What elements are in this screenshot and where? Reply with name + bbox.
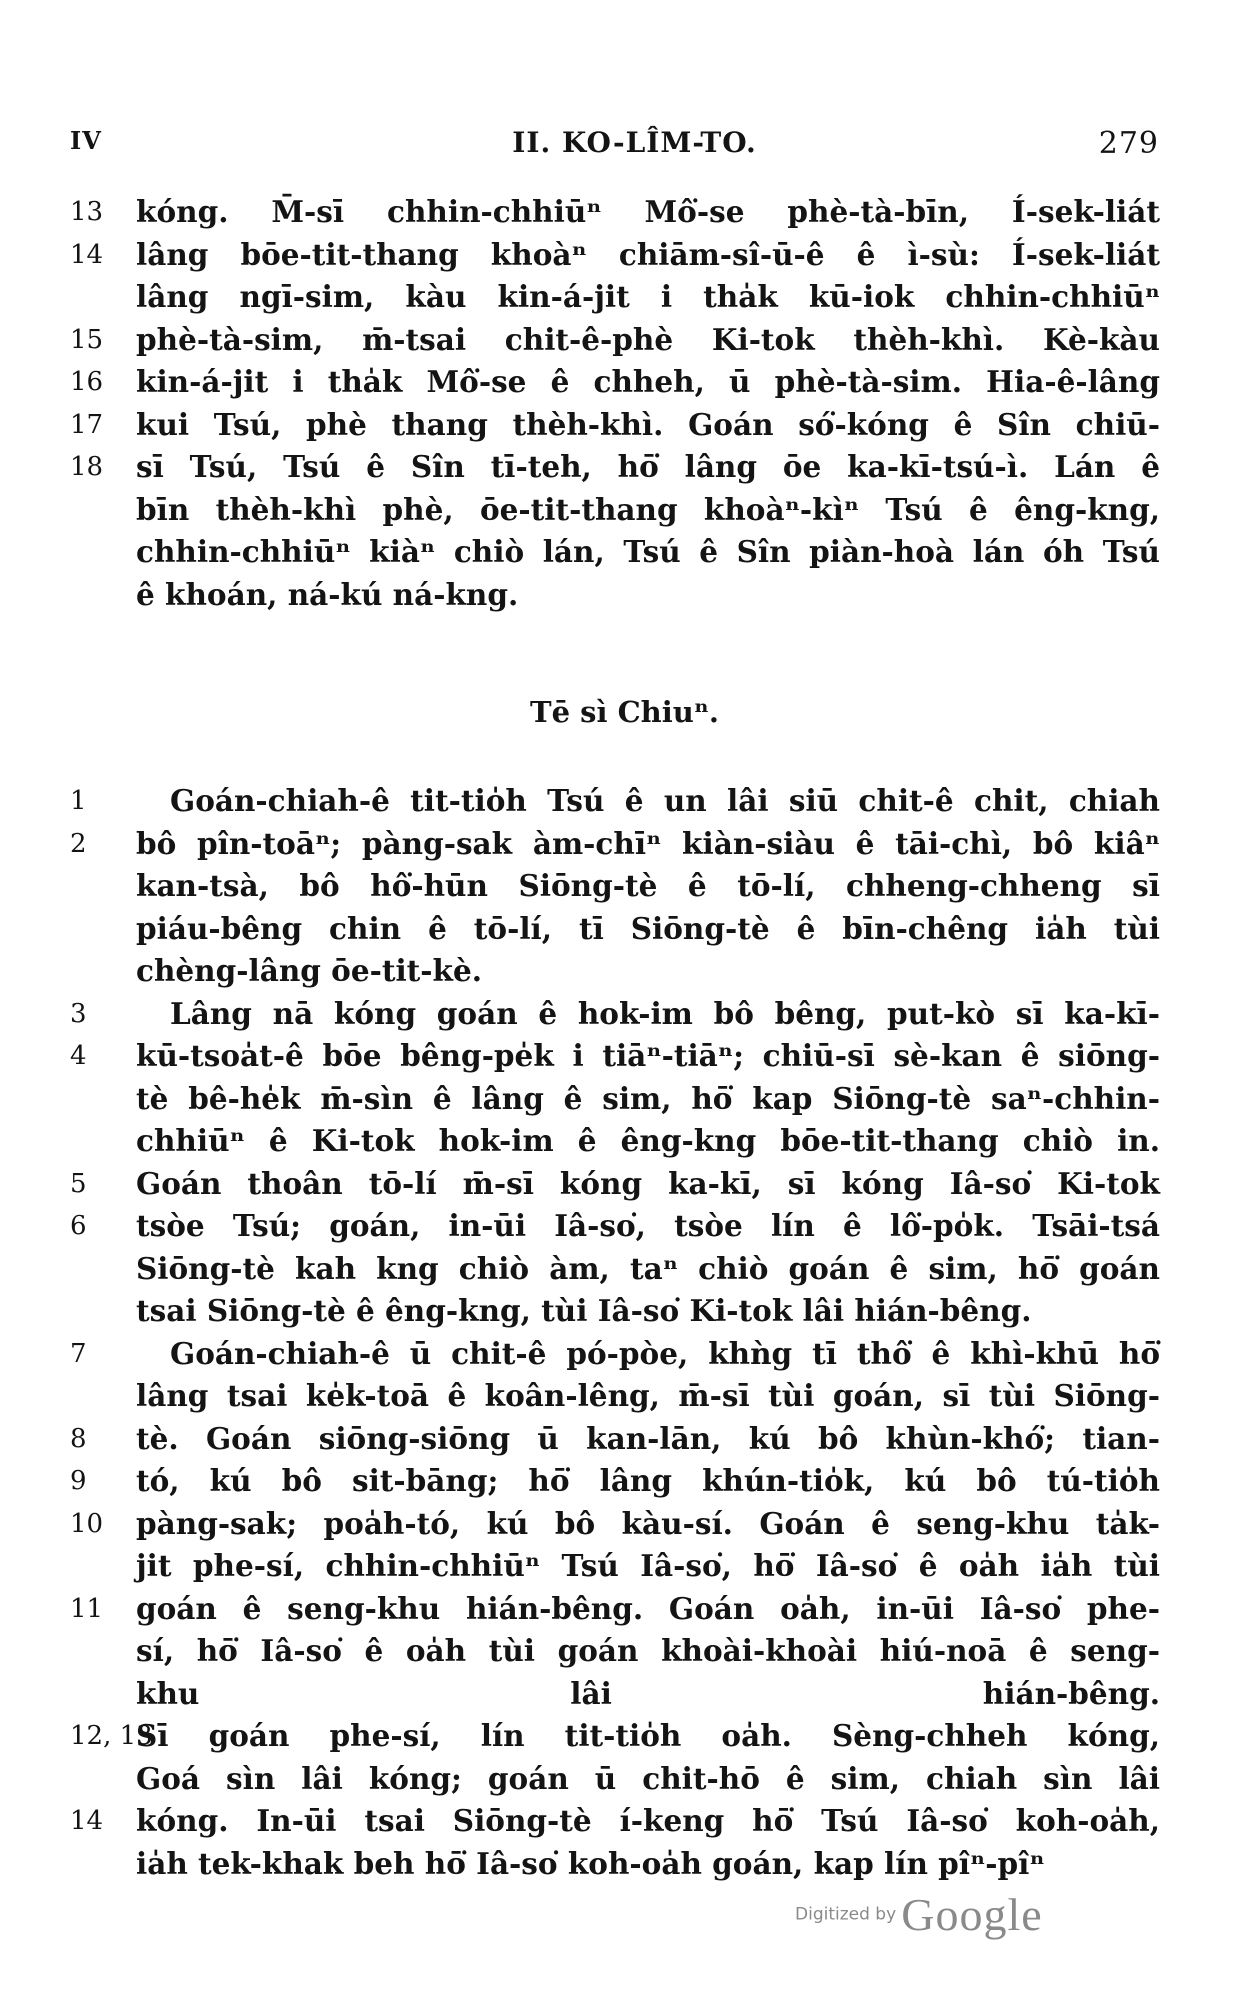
text-block-chapter-4	[70, 780, 1160, 1885]
text-line	[70, 1290, 1160, 1333]
line-text: kóng. M̄-sī chhin-chhiūⁿ Mô͘-se phè-tà-bīn, Í-sek-liát	[136, 194, 1160, 229]
line-text: Siōng-tè kah kng chiò àm, taⁿ chiò goán ê sim, hō͘ goán	[136, 1250, 1160, 1286]
text-line	[70, 780, 1160, 823]
chapter-heading: Tē sì Chiuⁿ.	[530, 695, 719, 729]
header-book-title: II. KO-LÎM-TO.	[512, 126, 757, 159]
verse-number: 6	[70, 1211, 87, 1241]
text-line	[70, 908, 1160, 951]
text-line	[70, 1163, 1160, 1206]
line-text: tsai Siōng-tè ê êng-kng, tùi Iâ-so͘ Ki-tok lâi hián-bêng.	[136, 1293, 1032, 1328]
line-text: sī Tsú, Tsú ê Sîn tī-teh, hō͘ lâng ōe ka-kī-tsú-ì. Lán ê	[136, 449, 1160, 484]
text-line	[70, 865, 1160, 908]
text-line	[70, 234, 1160, 277]
verse-number: 16	[70, 367, 104, 397]
line-text: Lâng nā kóng goán ê hok-im bô bêng, put-kò sī ka-kī-	[170, 995, 1160, 1031]
text-line	[70, 1375, 1160, 1418]
text-line	[70, 361, 1160, 404]
line-text: bīn thèh-khì phè, ōe-tit-thang khoàⁿ-kìⁿ Tsú ê êng-kng,	[136, 491, 1160, 527]
line-text: pàng-sak; poa̍h-tó, kú bô kàu-sí. Goán ê seng-khu ta̍k-	[136, 1505, 1160, 1541]
verse-number: 15	[70, 324, 104, 355]
verse-number: 12, 13	[70, 1721, 153, 1751]
text-line	[70, 276, 1160, 319]
verse-number: 13	[70, 197, 104, 227]
line-text: Goán-chiah-ê ū chit-ê pó-pòe, khǹg tī thô͘ ê khì-khū hō͘	[170, 1335, 1160, 1371]
line-text: Goán-chiah-ê tit-tio̍h Tsú ê un lâi siū chit-ê chit, chiah	[170, 783, 1160, 818]
text-line	[70, 489, 1160, 532]
verse-number: 5	[70, 1168, 87, 1199]
running-header	[70, 126, 1159, 166]
line-text: khu lâi hián-bêng.	[136, 1675, 1160, 1711]
line-text: kóng. In-ūi tsai Siōng-tè í-keng hō͘ Tsú Iâ-so͘ koh-oa̍h,	[136, 1803, 1160, 1838]
text-line	[70, 1503, 1160, 1546]
text-line	[70, 1758, 1160, 1801]
line-text: lâng ngī-sim, kàu kin-á-jit i tha̍k kū-iok chhin-chhiūⁿ	[136, 279, 1160, 314]
verse-number: 11	[70, 1593, 104, 1624]
verse-number: 3	[70, 998, 87, 1029]
line-text: chhiūⁿ ê Ki-tok hok-im ê êng-kng bōe-tit-thang chiò in.	[136, 1123, 1160, 1158]
line-text: lâng tsai ke̍k-toā ê koân-lêng, m̄-sī tùi goán, sī tùi Siōng-	[136, 1378, 1160, 1413]
text-line	[70, 1333, 1160, 1376]
text-line	[70, 1078, 1160, 1121]
text-line	[70, 1035, 1160, 1078]
text-line	[70, 1545, 1160, 1588]
verse-number: 17	[70, 409, 104, 440]
digitization-watermark	[795, 1888, 1043, 1941]
text-line	[70, 1673, 1160, 1716]
line-text: goán ê seng-khu hián-bêng. Goán oa̍h, in-ūi Iâ-so͘ phe-	[136, 1590, 1160, 1626]
line-text: ê khoán, ná-kú ná-kng.	[136, 576, 519, 612]
text-line	[70, 1800, 1160, 1843]
text-line	[70, 1120, 1160, 1163]
line-text: chèng-lâng ōe-tit-kè.	[136, 953, 483, 988]
verse-number: 4	[70, 1041, 87, 1071]
line-text: tó, kú bô sit-bāng; hō͘ lâng khún-tio̍k, kú bô tú-tio̍h	[136, 1463, 1160, 1498]
text-line	[70, 446, 1160, 489]
line-text: Sī goán phe-sí, lín tit-tio̍h oa̍h. Sèng-chheh kóng,	[136, 1718, 1160, 1753]
text-line	[70, 1630, 1160, 1673]
header-section-numeral: IV	[70, 126, 102, 155]
text-line	[70, 191, 1160, 234]
text-line	[70, 531, 1160, 574]
line-text: phè-tà-sim, m̄-tsai chit-ê-phè Ki-tok thèh-khì. Kè-kàu	[136, 321, 1160, 357]
text-line	[70, 574, 1160, 617]
line-text: Goán thoân tō-lí m̄-sī kóng ka-kī, sī kóng Iâ-so͘ Ki-tok	[136, 1165, 1160, 1201]
text-line	[70, 1715, 1160, 1758]
text-line	[70, 993, 1160, 1036]
text-line	[70, 404, 1160, 447]
line-text: tè. Goán siōng-siōng ū kan-lān, kú bô khùn-khó͘; tian-	[136, 1420, 1160, 1456]
line-text: tsòe Tsú; goán, in-ūi Iâ-so͘, tsòe lín ê lô͘-po̍k. Tsāi-tsá	[136, 1208, 1160, 1243]
text-line	[70, 1588, 1160, 1631]
text-block-chapter-3	[70, 191, 1160, 616]
line-text: sí, hō͘ Iâ-so͘ ê oa̍h tùi goán khoài-khoài hiú-noā ê seng-	[136, 1633, 1160, 1668]
verse-number: 14	[70, 239, 104, 270]
text-line	[70, 1460, 1160, 1503]
line-text: bô pîn-toāⁿ; pàng-sak àm-chīⁿ kiàn-siàu ê tāi-chì, bô kiâⁿ	[136, 825, 1160, 861]
line-text: jit phe-sí, chhin-chhiūⁿ Tsú Iâ-so͘, hō͘ Iâ-so͘ ê oa̍h ia̍h tùi	[136, 1548, 1160, 1583]
page-number: 279	[1098, 126, 1159, 161]
verse-number: 8	[70, 1423, 87, 1454]
text-line	[70, 1843, 1160, 1886]
verse-number: 1	[70, 786, 87, 816]
text-line	[70, 319, 1160, 362]
verse-number: 2	[70, 828, 87, 859]
google-logo: Google	[901, 1889, 1043, 1940]
verse-number: 9	[70, 1466, 87, 1496]
line-text: tè bê-he̍k m̄-sìn ê lâng ê sim, hō͘ kap Siōng-tè saⁿ-chhin-	[136, 1080, 1160, 1116]
line-text: kui Tsú, phè thang thèh-khì. Goán só͘-kóng ê Sîn chiū-	[136, 406, 1160, 442]
line-text: kū-tsoa̍t-ê bōe bêng-pe̍k i tiāⁿ-tiāⁿ; chiū-sī sè-kan ê siōng-	[136, 1038, 1160, 1073]
verse-number: 18	[70, 452, 104, 482]
line-text: piáu-bêng chin ê tō-lí, tī Siōng-tè ê bīn-chêng ia̍h tùi	[136, 910, 1160, 946]
line-text: ia̍h tek-khak beh hō͘ Iâ-so͘ koh-oa̍h goán, kap lín pîⁿ-pîⁿ	[136, 1845, 1045, 1881]
watermark-prefix: Digitized by	[795, 1904, 897, 1925]
text-line	[70, 950, 1160, 993]
verse-number: 14	[70, 1806, 104, 1836]
verse-number: 10	[70, 1508, 104, 1539]
line-text: kan-tsà, bô hô͘-hūn Siōng-tè ê tō-lí, chheng-chheng sī	[136, 868, 1160, 903]
line-text: kin-á-jit i tha̍k Mô͘-se ê chheh, ū phè-tà-sim. Hia-ê-lâng	[136, 364, 1160, 399]
text-line	[70, 1418, 1160, 1461]
line-text: chhin-chhiūⁿ kiàⁿ chiò lán, Tsú ê Sîn piàn-hoà lán óh Tsú	[136, 534, 1160, 569]
text-line	[70, 1248, 1160, 1291]
text-line	[70, 1205, 1160, 1248]
verse-number: 7	[70, 1338, 87, 1369]
text-line	[70, 823, 1160, 866]
line-text: lâng bōe-tit-thang khoàⁿ chiām-sî-ū-ê ê ì-sù: Í-sek-liát	[136, 236, 1160, 272]
line-text: Goá sìn lâi kóng; goán ū chit-hō ê sim, chiah sìn lâi	[136, 1760, 1160, 1796]
